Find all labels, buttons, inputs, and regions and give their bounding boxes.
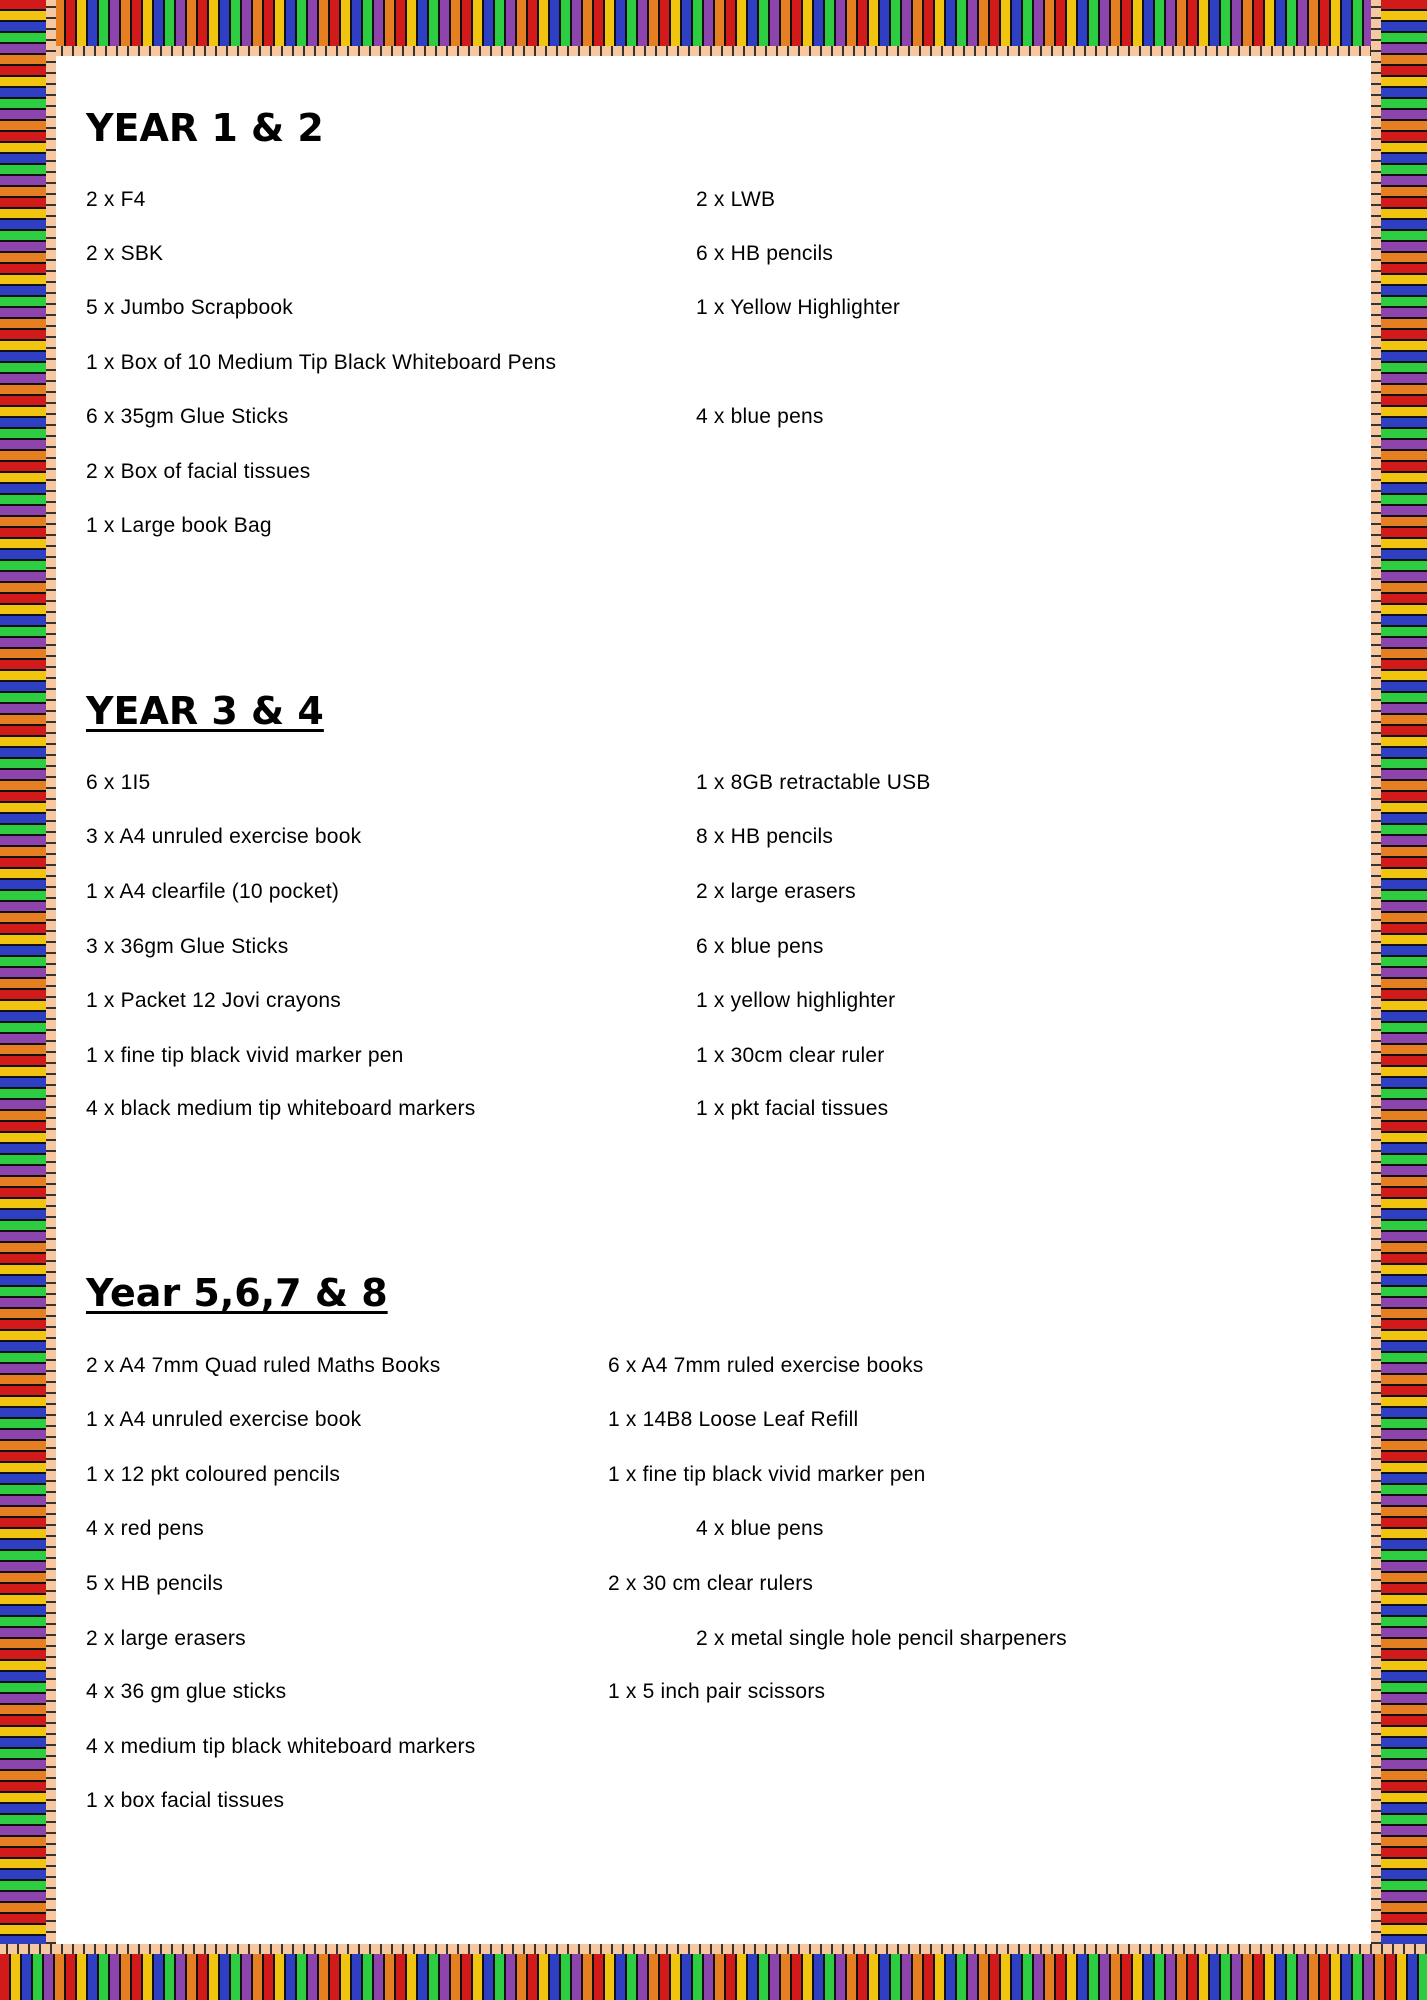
list-item: 6 x 35gm Glue Sticks	[86, 405, 289, 428]
list-item: 4 x medium tip black whiteboard markers	[86, 1735, 476, 1758]
list-item: 3 x A4 unruled exercise book	[86, 825, 362, 848]
list-item: 1 x 14B8 Loose Leaf Refill	[608, 1408, 859, 1431]
pencil-border-top	[0, 0, 1427, 56]
list-item: 2 x Box of facial tissues	[86, 460, 311, 483]
section-heading: YEAR 1 & 2	[86, 106, 324, 150]
list-item: 1 x yellow highlighter	[696, 989, 896, 1012]
list-item: 2 x 30 cm clear rulers	[608, 1572, 814, 1595]
list-item: 2 x metal single hole pencil sharpeners	[696, 1627, 1067, 1650]
list-item: 2 x LWB	[696, 188, 776, 211]
pencil-border-left	[0, 0, 56, 2000]
list-item: 1 x pkt facial tissues	[696, 1097, 889, 1120]
list-item: 1 x fine tip black vivid marker pen	[86, 1044, 404, 1067]
list-item: 2 x large erasers	[86, 1627, 246, 1650]
list-item: 4 x blue pens	[696, 405, 824, 428]
list-item: 1 x 12 pkt coloured pencils	[86, 1463, 341, 1486]
list-item: 6 x HB pencils	[696, 242, 834, 265]
list-item: 1 x 5 inch pair scissors	[608, 1680, 826, 1703]
pencil-border-bottom	[0, 1944, 1427, 2000]
list-item: 3 x 36gm Glue Sticks	[86, 935, 289, 958]
list-item: 5 x HB pencils	[86, 1572, 224, 1595]
list-item: 6 x 1I5	[86, 771, 151, 794]
list-item: 2 x A4 7mm Quad ruled Maths Books	[86, 1354, 441, 1377]
list-item: 4 x 36 gm glue sticks	[86, 1680, 287, 1703]
list-item: 1 x Large book Bag	[86, 514, 272, 537]
list-item: 5 x Jumbo Scrapbook	[86, 296, 293, 319]
list-item: 2 x SBK	[86, 242, 164, 265]
pencil-border-right	[1371, 0, 1427, 2000]
list-item: 2 x large erasers	[696, 880, 856, 903]
list-item: 1 x A4 unruled exercise book	[86, 1408, 362, 1431]
list-item: 6 x A4 7mm ruled exercise books	[608, 1354, 924, 1377]
list-item: 1 x fine tip black vivid marker pen	[608, 1463, 926, 1486]
section-heading: YEAR 3 & 4	[86, 689, 324, 733]
list-item: 1 x 8GB retractable USB	[696, 771, 931, 794]
list-item: 1 x Box of 10 Medium Tip Black Whiteboard Pens	[86, 351, 557, 374]
list-item: 6 x blue pens	[696, 935, 824, 958]
list-item: 1 x 30cm clear ruler	[696, 1044, 885, 1067]
list-item: 1 x Packet 12 Jovi crayons	[86, 989, 341, 1012]
list-item: 4 x blue pens	[696, 1517, 824, 1540]
list-item: 1 x Yellow Highlighter	[696, 296, 901, 319]
list-item: 8 x HB pencils	[696, 825, 834, 848]
list-item: 2 x F4	[86, 188, 146, 211]
list-item: 1 x box facial tissues	[86, 1789, 285, 1812]
list-item: 4 x red pens	[86, 1517, 204, 1540]
list-item: 1 x A4 clearfile (10 pocket)	[86, 880, 340, 903]
stationery-list-page	[56, 56, 1371, 1944]
list-item: 4 x black medium tip whiteboard markers	[86, 1097, 476, 1120]
section-heading: Year 5,6,7 & 8	[86, 1271, 388, 1315]
